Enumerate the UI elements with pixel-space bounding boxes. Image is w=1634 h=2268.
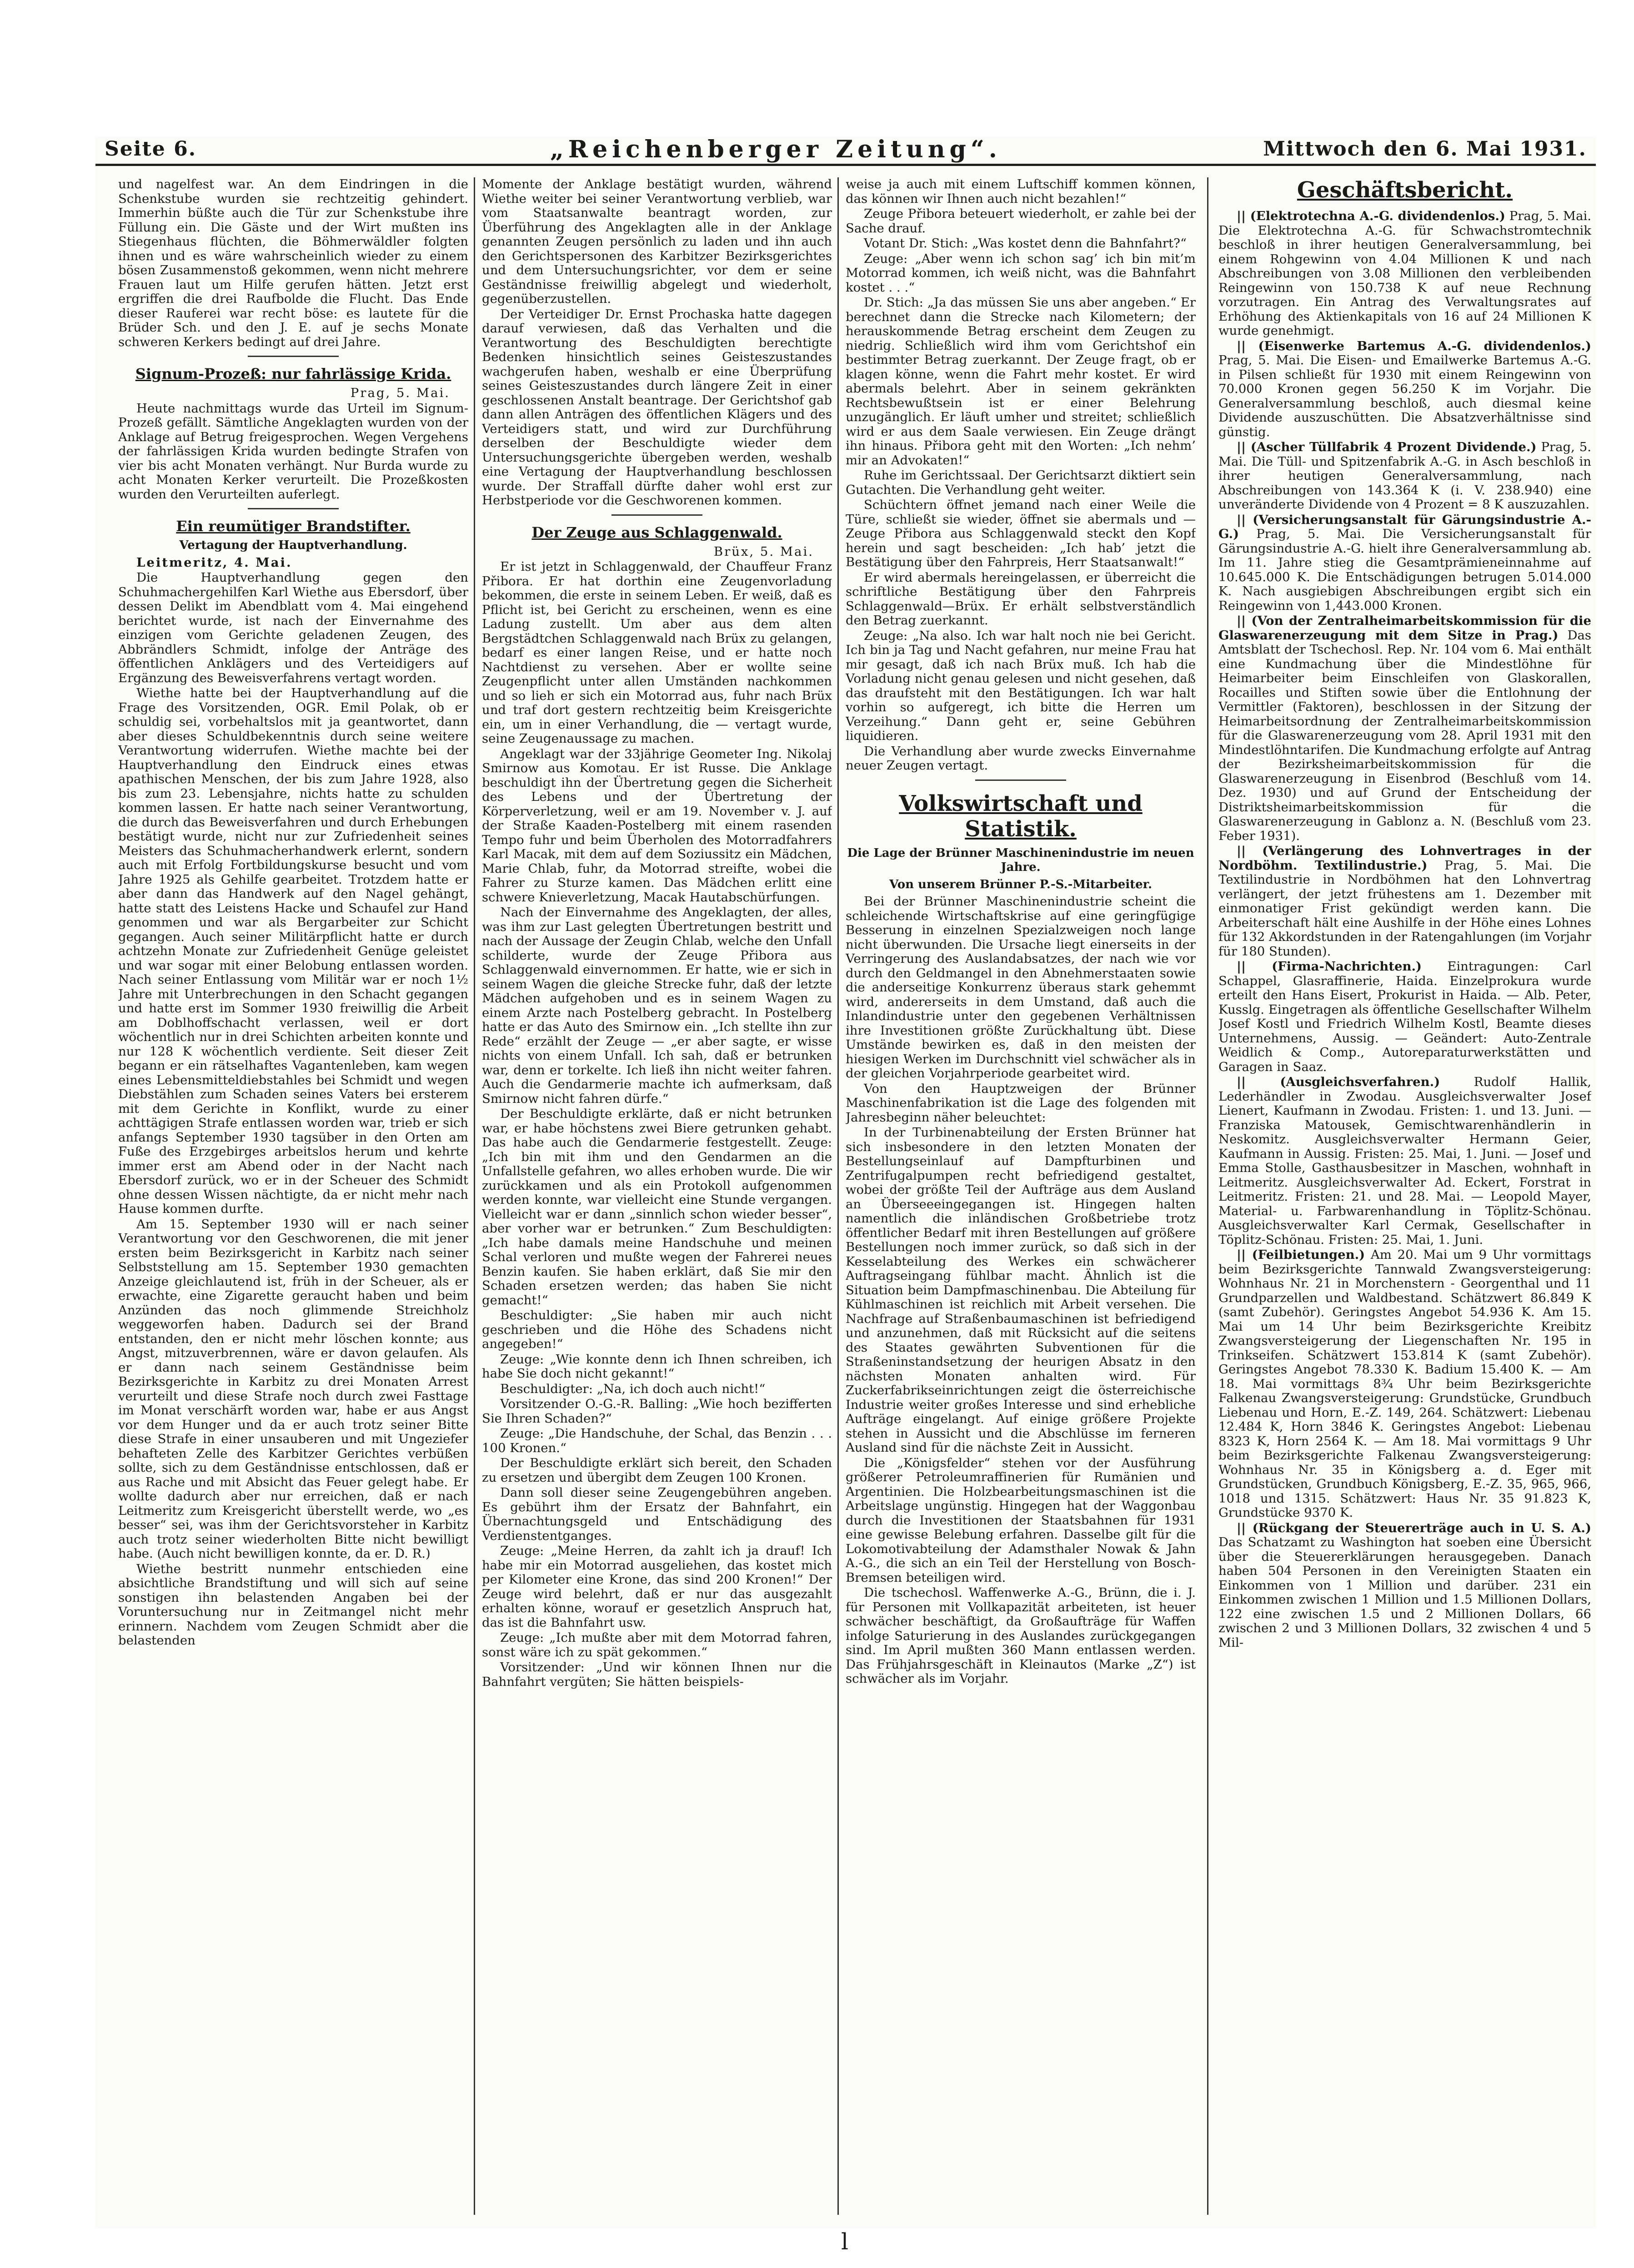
column-4 [1218,177,1591,2215]
article-paragraph: Dann soll dieser seine Zeugengebühren angeben. Es gebührt ihm der Ersatz der Bahnfahrt, ein Übernachtungsgeld und Entschädigung des Verdienstentganges. [482,1485,832,1543]
article-paragraph: Zeuge: „Na also. Ich war halt noch nie bei Gericht. Ich bin ja Tag und Nacht gefahren, nur meine Frau hat mir gesagt, daß ich nach Brüx muß. Ich hab die Vorladung nicht genau gelesen und nicht gesehen, daß das draufsteht mit den Bestätigungen. Ich war halt vorhin so aufgeregt, ich bitte die Herren um Verzeihung.“ Dann geht er, seine Gebühren liquidieren. [846,628,1196,743]
article-byline: Von unserem Brünner P.-S.-Mitarbeiter. [889,877,1153,891]
article-paragraph: Zeuge: „Ich mußte aber mit dem Motorrad fahren, sonst wäre ich zu spät gekommen.“ [482,1630,832,1660]
article-paragraph: Zeuge Přibora beteuert wiederholt, er zahle bei der Sache drauf. [846,206,1196,236]
article-paragraph: Heute nachmittags wurde das Urteil im Signum-Prozeß gefällt. Sämtliche Angeklagten wurden von der Anklage auf Betrug freigesprochen. Wegen Vergehens der fahrlässigen Krida wurden bedingte Strafen von vier bis acht Monaten verhängt. Nur Burda wurde zu acht Monaten Kerker verurteilt. Die Prozeßkosten wurden den Verurteilten auferlegt. [118,401,468,502]
entry-text: Am 20. Mai um 9 Uhr vormittags beim Bezirksgerichte Tannwald Zwangsversteigerung: Wohnhaus Nr. 21 in Morchenstern - Georgenthal und 11 Grundparzellen und Waldbestand. Schätzwert 86.849 K (samt Zubehör). Geringstes Angebot 54.936 K. Am 15. Mai um 14 Uhr beim Bezirksgerichte Kreibitz Zwangsversteigerung der Liegenschaften Nr. 195 in Trinkseifen. Schätzwert 153.814 K (samt Zubehör). Geringstes Angebot 78.330 K. Badium 15.400 K. — Am 18. Mai vormittags 8¾ Uhr beim Bezirksgerichte Falkenau Zwangsversteigerung: Grundstücke, Grundbuch Liebenau und Horn, E.-Z. 149, 264. Schätzwert: Liebenau 12.484 K, Horn 3846 K. Geringstes Angebot: Liebenau 8323 K, Horn 2564 K. — Am 18. Mai vormittags 9 Uhr beim Bezirksgerichte Falkenau Zwangsversteigerung: Wohnhaus Nr. 35 in Königsberg a. d. Eger mit Grundstücken, Grundbuch Königsberg, E.-Z. 35, 965, 966, 1018 und 1315. Schätzwert: Haus Nr. 35 91.823 K, Grundstücke 9370 K. [1218,1247,1591,1520]
column-1 [118,177,468,2215]
column-rule [1207,177,1208,2215]
article-paragraph: Schüchtern öffnet jemand nach einer Weile die Türe, schließt sie wieder, öffnet sie abermals und — Zeuge Přibora aus Schlaggenwald steckt den Kopf herein und sagt bescheiden: „Ich hab’ jetzt die Bestätigung über den Fahrpreis, Herr Staatsanwalt!“ [846,498,1196,569]
column-3 [846,177,1196,2215]
issue-date: Mittwoch den 6. Mai 1931. [1263,137,1587,161]
dateline: Leitmeritz, 4. Mai. [136,555,292,570]
entry-tag: || (Feilbietungen.) [1237,1247,1365,1262]
article-paragraph: Die tschechosl. Waffenwerke A.-G., Brünn, die i. J. für Personen mit Vollkapazität arbeiteten, ist heuer schwächer beschäftigt, da Großaufträge für Waffen infolge Saturierung in des Auslandes zurückgegangen sind. Im April mußten 360 Mann entlassen werden. Das Frühjahrsgeschäft in Kleinautos (Marke „Z“) ist schwächer als im Vorjahr. [846,1585,1196,1686]
entry-text: Prag, 5. Mai. Die Versicherungsanstalt für Gärungsindustrie A.-G. hielt ihre Generalversammlung ab. Im 11. Jahre stieg die Gesamtprämieneinnahme auf 10.645.000 K. Die Entschädigungen betrugen 5.014.000 K. Nach ausgiebigen Abschreibungen ergibt sich ein Reingewinn von 1,443.000 Kronen. [1218,527,1591,613]
business-entry [1218,1248,1591,1520]
article-paragraph: Votant Dr. Stich: „Was kostet denn die Bahnfahrt?“ [864,236,1187,251]
article-paragraph: Bei der Brünner Maschinenindustrie scheint die schleichende Wirtschaftskrise auf eine geringfügige Besserung in einzelnen Spezialzweigen noch lange nicht überwunden. Die Ursache liegt einerseits in der Verringerung des Auslandabsatzes, der nach wie vor durch den Geldmangel in den Abnehmerstaaten sowie die anderseitige Konkurrenz überaus stark gehemmt wird, andererseits in dem Umstand, daß auch die Inlandindustrie unter den gegebenen Verhältnissen ihre Investitionen größte Zurückhaltung übt. Diese Umstände bewirken es, daß in den meisten der hiesigen Werken im Durchschnitt viel schwächer als in der gleichen Vorjahrperiode gearbeitet wird. [846,894,1196,1081]
page-number: Seite 6. [105,137,197,161]
entry-tag: || (Verlängerung des Lohnvertrages in der Nordböhm. Textilindustrie.) [1218,844,1591,873]
entry-text: Prag, 5. Mai. Die Elektrotechna A.-G. für Schwachstromtechnik beschloß in ihrer heutigen Generalversammlung, bei einem Rohgewinn von 4.04 Millionen K und nach Abschreibungen von 3.08 Millionen den verbleibenden Reingewinn von 150.738 K auf neue Rechnung vorzutragen. Ein Antrag des Verwaltungsrates auf Erhöhung des Aktienkapitals von 16 auf 24 Millionen K wurde genehmigt. [1218,209,1591,338]
business-entry [1218,1075,1591,1247]
newspaper-page [95,136,1596,2255]
article-subheadline: Vertagung der Hauptverhandlung. [179,538,407,552]
article-separator [248,356,339,357]
section-headline: Volkswirtschaft und Statistik. [899,790,1143,842]
article-paragraph: Beschuldigter: „Na, ich doch auch nicht!“ [500,1381,766,1396]
entry-tag: || (Ausgleichsverfahren.) [1237,1075,1440,1089]
article-paragraph: Dr. Stich: „Ja das müssen Sie uns aber angeben.“ Er berechnet dann die Strecke nach Kilometern; der herauskommende Betrag erscheint dem Zeugen zu niedrig. Schließlich wird ihm vom Gerichtshof ein bestimmter Betrag zuerkannt. Der Zeuge fragt, ob er klagen könne, wenn die Fahrt mehr kostet. Er wird abermals belehrt. Aber in seinem gekränkten Rechtsbewußtsein ist er einer Belehrung unzugänglich. Er läuft umher und streitet; schließlich wird er aus dem Saale verwiesen. Ein Zeuge drängt ihn hinaus. Přibora geht mit den Worten: „Ich nehm’ mir an Advokaten!“ [846,295,1196,468]
article-paragraph: Momente der Anklage bestätigt wurden, während Wiethe weiter bei seiner Verantwortung verblieb, war vom Staatsanwalte beantragt worden, zur Überführung des Angeklagten alle in der Anklage genannten Zeugen persönlich zu laden und ihn auch den Gerichtspersonen des Karbitzer Bezirksgerichtes und dem Untersuchungsrichter, vor dem er seine Geständnisse freiwillig abgelegt und wiederholt, gegenüberzustellen. [482,177,832,306]
article-paragraph: und nagelfest war. An dem Eindringen in die Schenkstube wurden sie rechtzeitig gehindert. Immerhin büßte auch die Tür zur Schenkstube ihre Füllung ein. Die Gäste und der Wirt mußten ins Stiegenhaus flüchten, die Böhmerwäldler folgten ihnen und es wäre wahrscheinlich wieder zu einem bösen Zusammenstoß gekommen, wenn nicht mehrere Frauen laut um Hilfe gerufen hätten. Jetzt erst ergriffen die drei Raufbolde die Flucht. Das Ende dieser Rauferei war recht böse: es lautete für die Brüder Sch. und den J. E. auf je sechs Monate schweren Kerkers bedingt auf drei Jahre. [118,177,468,349]
print-mark: l [841,2228,848,2255]
article-paragraph: Die „Königsfelder“ stehen vor der Ausführung größerer Petroleumraffinerien für Rumänien und Argentinien. Die Holzbearbeitungsmaschinen ist die Arbeitslage ungünstig. Hingegen hat der Waggonbau durch die Investitionen der Staatsbahnen für 1931 eine gewisse Belebung erfahren. Dasselbe gilt für die Lokomotivabteilung der Adamsthaler Nowak & Jahn A.-G., die sich an ein Teil der Herstellung von Bosch-Bremsen beteiligen wird. [846,1455,1196,1585]
article-headline: Der Zeuge aus Schlaggenwald. [531,523,782,541]
article-paragraph: Zeuge: „Die Handschuhe, der Schal, das Benzin . . . 100 Kronen.“ [482,1426,832,1455]
article-paragraph: weise ja auch mit einem Luftschiff kommen können, das können wir Ihnen auch nicht bezahlen!“ [846,177,1196,206]
article-paragraph: Angeklagt war der 33jährige Geometer Ing. Nikolaj Smirnow aus Komotau. Er ist Russe. Die Anklage beschuldigt ihn der Übertretung gegen die Sicherheit des Lebens und der Übertretung der Körperverletzung, weil er am 19. November v. J. auf der Straße Kaaden-Postelberg mit einem rasenden Tempo fuhr und beim Überholen des Motorradfahrers Karl Macak, mit dem auf dem Soziussitz ein Mädchen, Marie Chlab, fuhr, da Motorrad streifte, wobei die Fahrer zu Sturze kamen. Das Mädchen erlitt eine schwere Knieverletzung, Macak Hautabschürfungen. [482,746,832,905]
business-entry [1218,614,1591,843]
column-rule [837,177,839,2215]
entry-tag: || (Versicherungsanstalt für Gärungsindustrie A.-G.) [1218,512,1591,541]
article-paragraph: Die Hauptverhandlung gegen den Schuhmachergehilfen Karl Wiethe aus Ebersdorf, über dessen Delikt im Abendblatt vom 4. Mai eingehend berichtet wurde, ist nach der Einvernahme des einzigen vom Gerichte geladenen Zeugen, des Abbrändlers Schmidt, infolge der Anträge des öffentlichen Anklägers und des Verteidigers auf Ergänzung des Beweisverfahrens vertagt worden. [118,570,468,685]
article-paragraph: Zeuge: „Wie konnte denn ich Ihnen schreiben, ich habe Sie doch nicht gekannt!“ [482,1352,832,1381]
article-separator [611,514,702,516]
article-paragraph: Von den Hauptzweigen der Brünner Maschinenfabrikation ist die Lage des folgenden mit Jahresbeginn näher beleuchtet: [846,1081,1196,1125]
entry-text: Rudolf Hallik, Lederhändler in Zwodau. Ausgleichsverwalter Josef Lienert, Kaufmann in Zwodau. Fristen: 1. und 13. Juni. — Franziska Matousek, Gemischtwarenhändlerin in Neskomitz. Ausgleichsverwalter Hermann Geier, Kaufmann in Aussig. Fristen: 25. Mai, 1. Juni. — Josef und Emma Stolle, Gasthausbesitzer in Maschen, wohnhaft in Leitmeritz. Ausgleichsverwalter Ad. Eckert, Forstrat in Leitmeritz. Fristen: 21. und 28. Mai. — Leopold Mayer, Material- u. Farbwarenhandlung in Töplitz-Schönau. Ausgleichsverwalter Karl Cermak, Gesellschafter in Töplitz-Schönau. Fristen: 25. Mai, 1. Juni. [1218,1075,1591,1247]
article-paragraph: Wiethe bestritt nunmehr entschieden eine absichtliche Brandstiftung und will sich auf seine sonstigen ihn belastenden Angaben bei der Voruntersuchung nur in Zeitmangel nicht mehr erinnern. Nachdem vom Zeugen Schmidt aber die belastenden [118,1561,468,1648]
article-paragraph: Er wird abermals hereingelassen, er überreicht die schriftliche Bestätigung über den Fahrpreis Schlaggenwald—Brüx. Er erhält selbstverständlich den Betrag zuerkannt. [846,570,1196,628]
entry-tag: || (Rückgang der Steuererträge auch in U. S. A.) [1237,1520,1591,1535]
business-entry [1218,339,1591,440]
entry-tag: || (Firma-Nachrichten.) [1237,959,1422,974]
article-paragraph: Ruhe im Gerichtssaal. Der Gerichtsarzt diktiert sein Gutachten. Die Verhandlung geht weiter. [846,468,1196,497]
article-paragraph: Zeuge: „Meine Herren, da zahlt ich ja drauf! Ich habe mir ein Motorrad ausgeliehen, das kostet mich per Kilometer eine Krone, das sind 200 Kronen!“ Der Zeuge wird belehrt, daß er nur das ausgezahlt erhalten könne, worauf er gesetzlich Anspruch hat, das ist die Bahnfahrt usw. [482,1544,832,1630]
article-paragraph: Der Beschuldigte erklärte, daß er nicht betrunken war, er habe höchstens zwei Biere getrunken gehabt. Das habe auch die Gendarmerie festgestellt. Zeuge: „Ich bin mit ihm und den Gendarmen an die Unfallstelle gefahren, wo alles erhoben wurde. Die wir zurückkamen und als ein Protokoll aufgenommen werden konnte, war vielleicht eine Stunde vergangen. Vielleicht war er dann „sinnlich schon wieder besser“, aber vorher war er betrunken.“ Zum Beschuldigten: „Ich habe damals meine Handschuhe und meinen Schal verloren und mußte wegen der Fahrerei neues Benzin kaufen. Sie haben erklärt, daß Sie mir den Schaden ersetzen werden; das haben Sie nicht gemacht!“ [482,1106,832,1307]
article-separator [975,779,1066,781]
newspaper-title: „Reichenberger Zeitung“. [550,136,1002,163]
article-paragraph: Vorsitzender O.-G.-R. Balling: „Wie hoch bezifferten Sie Ihren Schaden?“ [482,1397,832,1426]
business-entry [1218,960,1591,1074]
business-entry [1218,1521,1591,1650]
entry-text: Das Schatzamt zu Washington hat soeben eine Übersicht über die Steuererklärungen herausgegeben. Danach haben 504 Personen in den Vereinigten Staaten ein Einkommen von 1 Million und darüber. 231 ein Einkommen zwischen 1 Million und 1.5 Millionen Dollars, 122 eine zwischen 1.5 und 2 Millionen Dollars, 66 zwischen 2 und 3 Millionen Dollars, 32 zwischen 4 und 5 Mil- [1218,1535,1591,1650]
entry-text: Das Amtsblatt der Tschechosl. Rep. Nr. 104 vom 6. Mai enthält eine Kundmachung über die Mindestlöhne für Heimarbeiter beim Einschleifen von Glaskorallen, Rocailles und Stiften sowie über die Entlohnung der Vermittler (Faktoren), beschlossen in der Sitzung der Heimarbeitsordnung der Zentralheimarbeitskommission für die Glaswarenerzeugung vom 28. April 1931 mit den Mindestlöhntarifen. Die Kundmachung erfolgte auf Antrag der Bezirksheimarbeitskommission für die Glaswarenerzeugung in Eisenbrod (Beschluß vom 14. Dez. 1930) und auf Grund der Entscheidung der Distriktsheimarbeitskommission für die Glaswarenerzeugung in Gablonz a. N. (Beschluß vom 23. Feber 1931). [1218,628,1591,843]
article-headline: Ein reumütiger Brandstifter. [176,518,411,535]
column-rule [474,177,475,2215]
section-headline: Geschäftsbericht. [1297,177,1513,203]
entry-text: Prag, 5. Mai. Die Textilindustrie in Nordböhmen hat den Lohnvertrag verlängert, der jetzt frühestens am 1. Dezember mit einmonatiger Frist gekündigt werden kann. Die Arbeiterschaft hält eine Aushilfe in der Höhe eines Lohnes für 132 Akkordstunden in der Ratengahlungen (im Vorjahr für 180 Stunden). [1218,858,1591,959]
article-separator [248,508,339,509]
article-paragraph: Vorsitzender: „Und wir können Ihnen nur die Bahnfahrt vergüten; Sie hätten beispiels- [482,1660,832,1689]
business-entry [1218,513,1591,614]
business-entry [1218,440,1591,512]
article-paragraph: Zeuge: „Aber wenn ich schon sag’ ich bin mit’m Motorrad kommen, ich weiß nicht, was die Bahnfahrt kostet . . .“ [846,251,1196,295]
article-subheadline: Die Lage der Brünner Maschinenindustrie im neuen Jahre. [847,846,1194,874]
article-paragraph: Er ist jetzt in Schlaggenwald, der Chauffeur Franz Přibora. Er hat dorthin eine Zeugenvorladung bekommen, die erste in seinem Leben. Er weiß, daß es Pflicht ist, bei Gericht zu erscheinen, wenn es eine Ladung zustellt. Um aber aus dem alten Bergstädtchen Schlaggenwald nach Brüx zu gelangen, bedarf es einer langen Reise, und er hatte noch Nachtdienst zu versehen. Aber er wollte seine Zeugenpflicht unter allen Umständen nachkommen und so lieh er sich ein Motorrad aus, fuhr nach Brüx und traf dort gestern rechtzeitig beim Kreisgerichte ein, um in einer Verhandlung, die — vertagt wurde, seine Zeugenaussage zu machen. [482,559,832,746]
column-2 [482,177,832,2215]
article-paragraph: Die Verhandlung aber wurde zwecks Einvernahme neuer Zeugen vertagt. [846,744,1196,773]
article-paragraph: Nach der Einvernahme des Angeklagten, der alles, was ihm zur Last gelegten Übertretungen bestritt und nach der Aussage der Zeugin Chlab, welche den Unfall schilderte, wurde der Zeuge Přibora aus Schlaggenwald einvernommen. Er hatte, wie er sich in seinem Wagen die gleiche Strecke fuhr, daß der letzte Mädchen aufgehoben und es in seinem Wagen zu einem Arzte nach Postelberg gebracht. In Postelberg hatte er das Auto des Smirnow ein. „Ich stellte ihn zur Rede“ erzählt der Zeuge — „er aber sagte, er wisse nichts von einem Unfall. Ich sah, daß er betrunken war, denn er torkelte. Ich ließ ihn nicht weiter fahren. Auch die Gendarmerie machte ich aufmerksam, daß Smirnow nicht fahren dürfe.“ [482,905,832,1106]
entry-text: Prag, 5. Mai. Die Eisen- und Emailwerke Bartemus A.-G. in Pilsen schließt für 1930 mit einem Reingewinn von 70.000 Kronen gegen 56.250 K im Vorjahr. Die Generalversammlung beschloß, auch diesmal keine Dividende auszuschütten. Die Absatzverhältnisse sind günstig. [1218,353,1591,439]
article-paragraph: Am 15. September 1930 will er nach seiner Verantwortung vor den Geschworenen, die mit jener ersten beim Bezirksgericht in Karbitz nach seiner Selbststellung am 15. September 1930 gemachten Anzeige gleichlautend ist, früh in der Scheuer, als er erwachte, eine Zigarette geraucht haben und beim Anzünden das noch glimmende Streichholz weggeworfen haben. Dadurch sei der Brand entstanden, den er nicht mehr löschen konnte; aus Angst, mitzuverbrennen, wäre er davon gelaufen. Als er dann nach seinem Geständnisse beim Bezirksgerichte in Karbitz zu drei Monaten Arrest verurteilt und diese Strafe noch durch zwei Fasttage im Monat verschärft worden war, habe er aus Angst vor dem Hunger und da er auch trotz seiner Bitte diese Strafe in einer unsauberen und mit Ungeziefer behafteten Zelle des Karbitzer Gerichtes verbüßen sollte, sich zu dem Geständnisse entschlossen, daß er aus Rache und mit Absicht das Feuer gelegt habe. Er wollte dadurch aber nur erreichen, daß er nach Leitmeritz zum Kreisgericht überstellt werde, wo „es besser“ sei, was ihm der Gerichtsvorsteher in Karbitz auch trotz seiner wiederholten Bitte nicht bewilligt habe. (Auch nicht bewilligen konnte, da er. D. R.) [118,1217,468,1561]
entry-tag: || (Elektrotechna A.-G. dividendenlos.) [1237,209,1505,223]
article-paragraph: In der Turbinenabteilung der Ersten Brünner hat sich insbesondere in den letzten Monaten der Bestellungseinlauf auf Dampfturbinen und Zentrifugalpumpen recht befriedigend gestaltet, wobei der größte Teil der Aufträge aus dem Ausland an Überseeeingegangen ist. Hingegen halten namentlich die inländischen Großbetriebe trotz öffentlicher Bedarf mit ihren Bestellungen auf größere Bestellungen noch immer zurück, so daß sich in der Kesselabteilung des Werkes ein schwächerer Auftragseingang fühlbar macht. Ähnlich ist die Situation beim Dampfmaschinenbau. Die Abteilung für Kühlmaschinen ist reichlich mit Arbeit versehen. Die Nachfrage auf Straßenbaumaschinen ist befriedigend und anzunehmen, daß mit Rücksicht auf die seitens des Staates gewährten Subventionen für die Straßeninstandsetzung der heurigen Absatz in den nächsten Monaten anhalten wird. Für Zuckerfabrikseinrichtungen zeigt die österreichische Industrie weiter großes Interesse und sind erhebliche Aufträge eingelangt. Auf einige größere Projekte stehen in Aussicht und die Abschlüsse im ferneren Ausland sind für die nächste Zeit in Aussicht. [846,1125,1196,1455]
entry-tag: || (Eisenwerke Bartemus A.-G. dividendenlos.) [1237,338,1591,353]
dateline: Brüx, 5. Mai. [713,544,814,559]
article-paragraph: Der Verteidiger Dr. Ernst Prochaska hatte dagegen darauf verwiesen, daß das Verhalten und die Verantwortung des Beschuldigten berechtigte Bedenken hinsichtlich seines Geisteszustandes wachgerufen haben, weshalb er eine Überprüfung seines Geisteszustandes durch längere Zeit in einer geschlossenen Anstalt beantrage. Der Gerichtshof gab dann allen Anträgen des öffentlichen Klägers und des Verteidigers statt, und wird zur Durchführung derselben der Beschuldigte wieder dem Untersuchungsgerichte übergeben werden, weshalb eine Vertagung der Hauptverhandlung beschlossen wurde. Der Straffall dürfte daher wohl erst zur Herbstperiode vor die Geschworenen kommen. [482,307,832,508]
page-header [95,136,1596,166]
entry-text: Prag, 5. Mai. Die Tüll- und Spitzenfabrik A.-G. in Asch beschloß in ihrer heutigen Generalversammlung, nach Abschreibungen von 143.364 K (i. V. 238.940) eine unveränderte Dividende von 4 Prozent = 8 K auszuzahlen. [1218,440,1591,512]
business-entry [1218,209,1591,338]
article-paragraph: Beschuldigter: „Sie haben mir auch nicht geschrieben und die Höhe des Schadens nicht angegeben!“ [482,1308,832,1351]
dateline: Prag, 5. Mai. [350,386,450,400]
entry-text: Eintragungen: Carl Schappel, Glasraffinerie, Haida. Einzelprokura wurde erteilt den Hans Eisert, Prokurist in Haida. — Alb. Peter, Kusslg. Eingetragen als öffentliche Gesellschafter Wilhelm Josef Kostl und Friedrich Wilhelm Kostl, Beamte dieses Unternehmens, Aussig. — Geändert: Auto-Zentrale Weidlich & Comp., Autoreparaturwerkstätten und Garagen in Saaz. [1218,959,1591,1074]
article-paragraph: Der Beschuldigte erklärt sich bereit, den Schaden zu ersetzen und übergibt dem Zeugen 100 Kronen. [482,1456,832,1485]
entry-tag: || (Von der Zentralheimarbeitskommission für die Glaswarenerzeugung mit dem Sitze in Prag.) [1218,614,1591,643]
article-paragraph: Wiethe hatte bei der Hauptverhandlung auf die Frage des Vorsitzenden, OGR. Emil Polak, ob er schuldig sei, vorbehaltslos mit ja geantwortet, dann aber dieses Schuldbekenntnis durch seine weitere Verantwortung widerrufen. Wiethe machte bei der Hauptverhandlung den Eindruck eines etwas apathischen Menschen, der bis zum Jahre 1928, also bis zum 23. Lebensjahre, nichts hatte zu schulden kommen lassen. Er hatte nach seiner Verantwortung, die durch das Beweisverfahren und durch Erhebungen bestätigt wurde, nicht nur zur Zufriedenheit seines Meisters das Schuhmacherhandwerk erlernt, sondern auch mit Erfolg Fortbildungskurse besucht und vom Jahre 1925 als Gehilfe gearbeitet. Trotzdem hatte er aber dann das Handwerk auf den Nagel gehängt, hatte statt des Leistens Hacke und Schaufel zur Hand genommen und war als Bergarbeiter zur Schicht gegangen. Auch seiner Militärpflicht hatte er durch achtzehn Monate zur Zufriedenheit Genüge geleistet und war sogar mit einer Belobung entlassen worden. Nach seiner Entlassung vom Militär war er noch 1½ Jahre mit Unterbrechungen in den Schacht gegangen und hatte erst im Sommer 1930 freiwillig die Arbeit am Doblhoffschacht verlassen, weil er dort wöchentlich nur in drei Schichten arbeiten konnte und nur 128 K wöchentlich verdiente. Seit dieser Zeit begann er ein rätselhaftes Vagantenleben, kam wegen eines Lebensmitteldiebstahles bei Schmidt und wegen Diebstählen zum Schaden seines Vaters bei ersterem mit dem Gerichte in Konflikt, wurde zu einer achttägigen Strafe entlassen worden war, trieb er sich anfangs September 1930 tagsüber in den Orten am Fuße des Erzgebirges arbeitslos herum und kehrte immer erst am Abend oder in der Nacht nach Ebersdorf zurück, wo er in der Scheuer des Schmidt ohne dessen Wissen nächtigte, da er nicht mehr nach Hause kommen durfte. [118,686,468,1216]
entry-tag: || (Ascher Tüllfabrik 4 Prozent Dividende.) [1237,440,1537,454]
business-entry [1218,844,1591,959]
article-headline: Signum-Prozeß: nur fahrlässige Krida. [135,365,451,382]
